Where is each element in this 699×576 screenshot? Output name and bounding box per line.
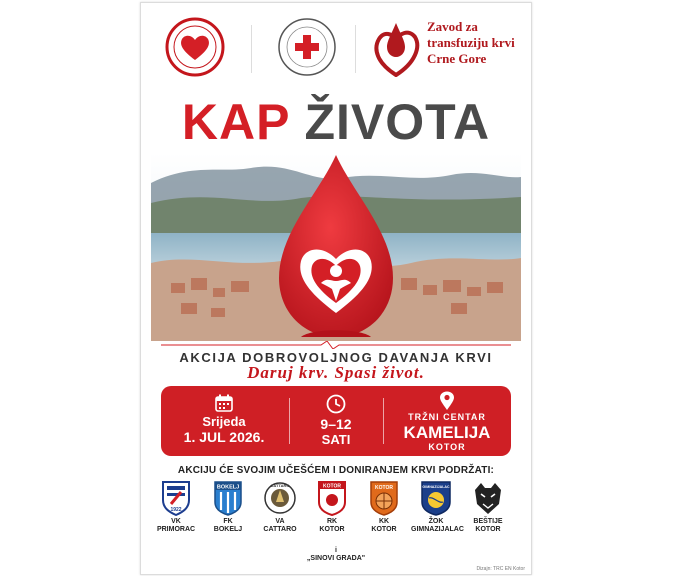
bestije-crest-icon [471, 480, 505, 516]
headline: AKCIJA DOBROVOLJNOG DAVANJA KRVI [179, 350, 493, 365]
club-fk-bokelj: BOKELJ FK BOKELJ [203, 480, 253, 534]
band-separator [383, 398, 384, 444]
heartbeat-line [161, 341, 511, 349]
kotor-bay-illustration [151, 153, 521, 341]
design-credit: Dizajn: TRC EN Kotor [476, 566, 525, 572]
calendar-icon [215, 394, 233, 412]
kotorsko-srce-logo [165, 17, 225, 77]
rk-kotor-crest-icon [317, 480, 347, 516]
title-word-zivota: ŽIVOTA [304, 94, 491, 150]
institute-logo [369, 19, 423, 77]
event-hours: 9–12 [320, 416, 352, 432]
gimnazijalac-crest-icon [420, 480, 452, 516]
event-date-text: 1. JUL 2026. [183, 429, 265, 445]
event-hours-unit: SATI [321, 432, 351, 447]
institute-name: Zavod za transfuziju krvi Crne Gore [427, 19, 515, 66]
cattaro-crest-icon [263, 480, 297, 516]
title-word-kap: KAP [181, 94, 290, 150]
poster-title [141, 94, 531, 150]
club-kk-kotor: KOTOR KK KOTOR [359, 480, 409, 534]
club-vk-primorac: 1922 VK PRIMORAC [151, 480, 201, 534]
logo-divider [355, 25, 356, 73]
club-va-cattaro: CATTARO VA CATTARO [255, 480, 305, 534]
band-separator [289, 398, 290, 444]
support-text: AKCIJU ĆE SVOJIM UČEŠĆEM I DONIRANJEM KRVI PODRŽATI: [177, 465, 495, 476]
location-pin-icon [439, 391, 455, 411]
venue-line3: KOTOR [428, 442, 466, 452]
svg-text:KOTOR: KOTOR [375, 485, 393, 491]
poster [140, 2, 532, 575]
club-zok-gimnazijalac: GIMNAZIJALAC ŽOK GIMNAZIJALAC [411, 480, 461, 534]
venue-line2: KAMELIJA [403, 423, 491, 442]
svg-text:KOTOR: KOTOR [323, 483, 341, 490]
event-time [297, 386, 375, 456]
kk-kotor-crest-icon [369, 480, 399, 516]
svg-text:GIMNAZIJALAC: GIMNAZIJALAC [422, 485, 450, 489]
club-rk-kotor: KOTOR RK KOTOR [307, 480, 357, 534]
event-day: Srijeda [202, 414, 246, 429]
event-date [169, 386, 279, 456]
event-venue [389, 386, 505, 456]
slogan: Daruj krv. Spasi život. [247, 363, 425, 382]
club-bestije-kotor: BEŠTIJE KOTOR [463, 480, 513, 534]
red-cross-logo [277, 17, 337, 77]
venue-line1: TRŽNI CENTAR [408, 412, 486, 422]
clock-icon [326, 394, 346, 414]
logo-divider [251, 25, 252, 73]
bokelj-crest-icon [213, 480, 243, 516]
svg-text:CATTARO: CATTARO [270, 483, 290, 488]
extra-supporters: i „SINOVI GRADA" [306, 547, 366, 562]
primorac-crest-icon [161, 480, 191, 516]
svg-text:BOKELJ: BOKELJ [216, 484, 240, 491]
club-list [149, 480, 523, 540]
svg-text:1922: 1922 [170, 507, 182, 513]
event-info-band [161, 386, 511, 456]
